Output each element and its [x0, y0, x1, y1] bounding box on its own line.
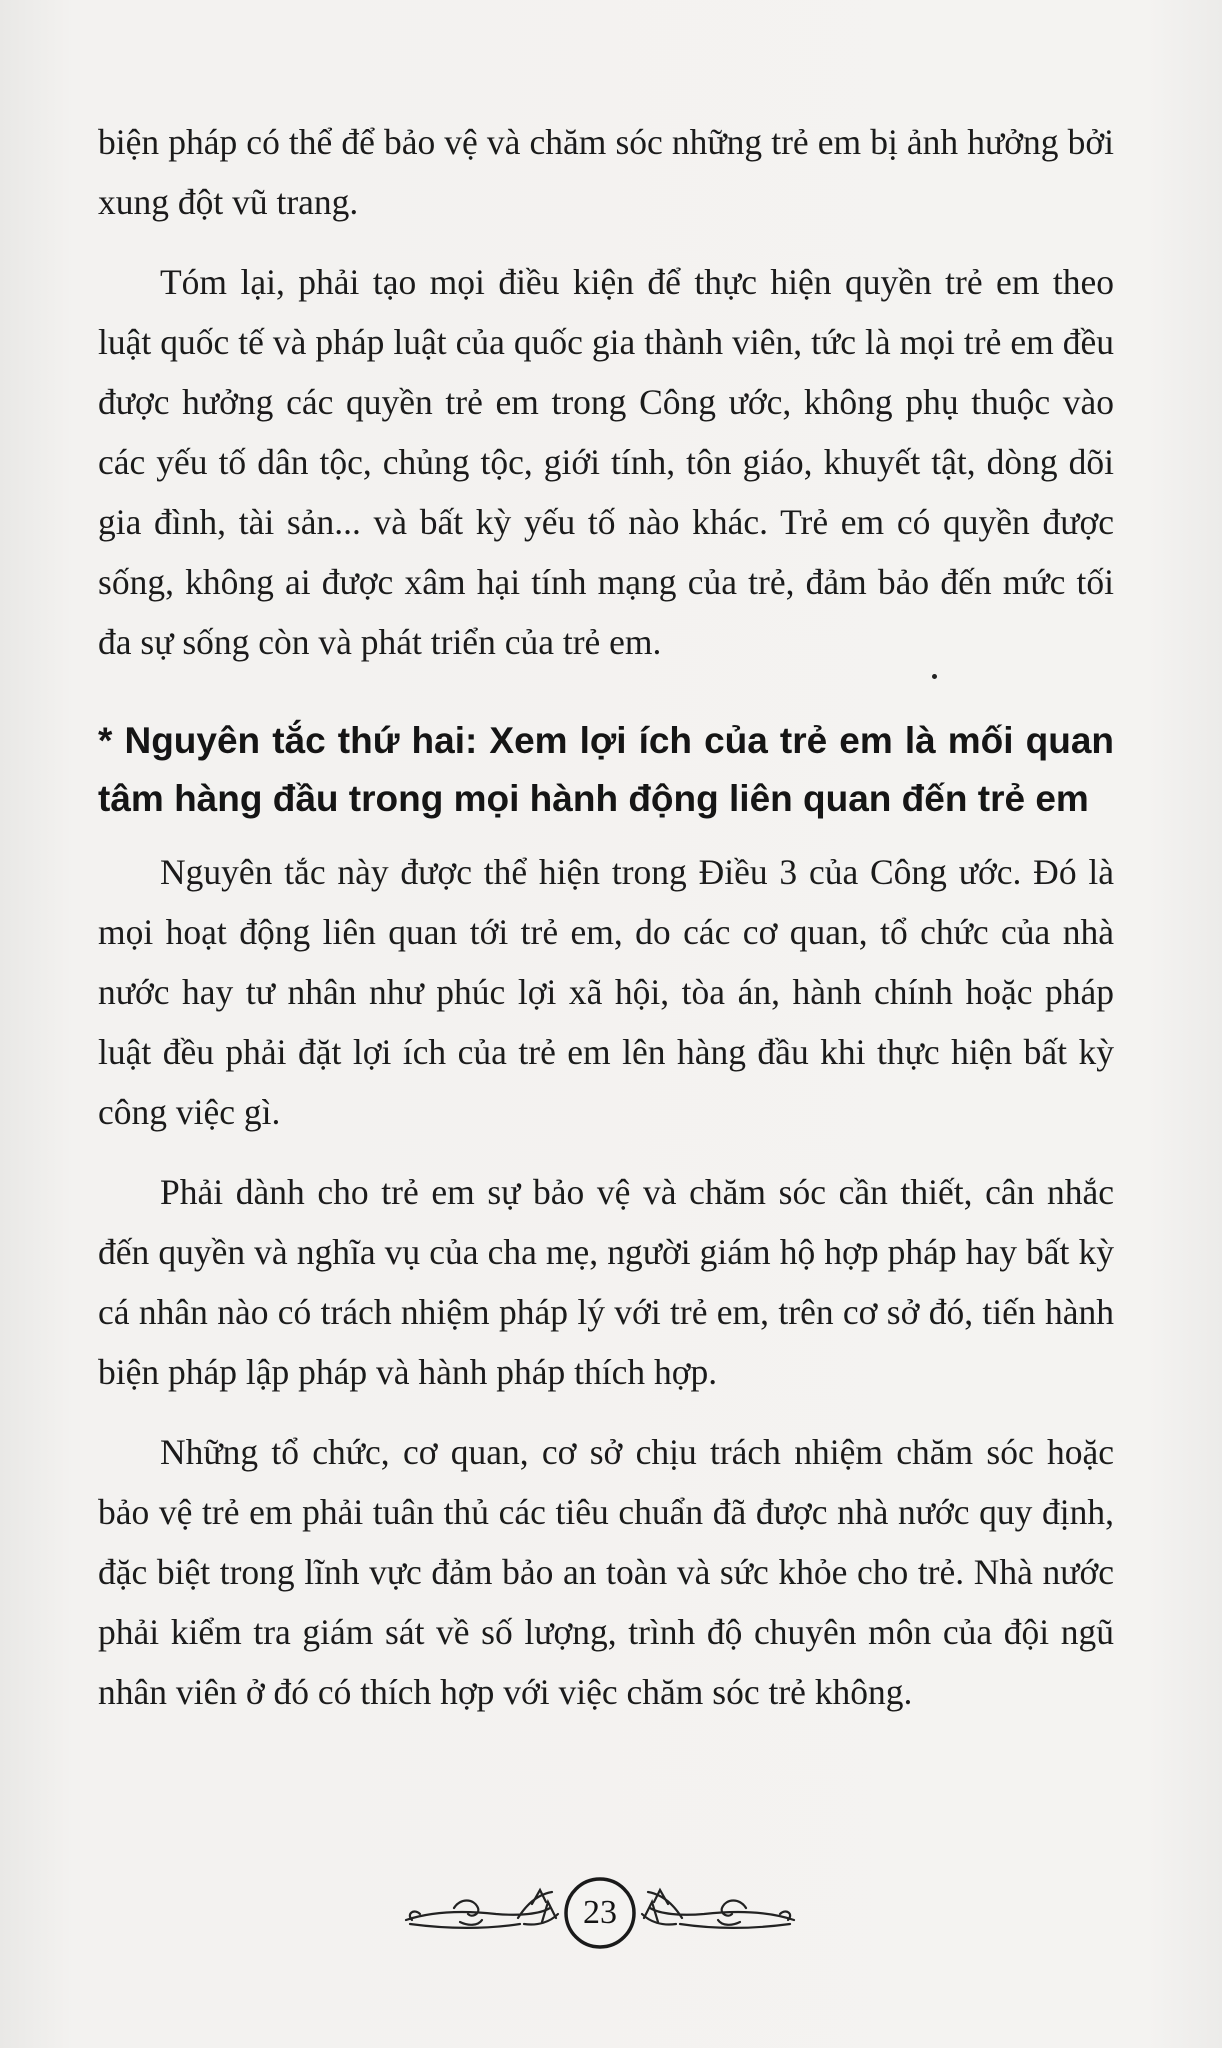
page-content [98, 112, 1114, 1722]
paragraph-continued: biện pháp có thể để bảo vệ và chăm sóc những trẻ em bị ảnh hưởng bởi xung đột vũ trang. [98, 122, 1114, 222]
paragraph-summary: Tóm lại, phải tạo mọi điều kiện để thực hiện quyền trẻ em theo luật quốc tế và pháp luật của quốc gia thành viên, tức là mọi trẻ em đều được hưởng các quyền trẻ em trong Công ước, không phụ thuộc vào các yếu tố dân tộc, chủng tộc, giới tính, tôn giáo, khuyết tật, dòng dõi gia đình, tài sản... và bất kỳ yếu tố nào khác. Trẻ em có quyền được sống, không ai được xâm hại tính mạng của trẻ, đảm bảo đến mức tối đa sự sống còn và phát triển của trẻ em. [98, 262, 1114, 662]
stray-dot [932, 674, 937, 679]
section-heading: * Nguyên tắc thứ hai: Xem lợi ích của trẻ em là mối quan tâm hàng đầu trong mọi hành động liên quan đến trẻ em [98, 720, 1114, 819]
page-number: 23 [583, 1894, 617, 1931]
paragraph-principle: Nguyên tắc này được thể hiện trong Điều 3 của Công ước. Đó là mọi hoạt động liên quan tới trẻ em, do các cơ quan, tổ chức của nhà nước hay tư nhân như phúc lợi xã hội, tòa án, hành chính hoặc pháp luật đều phải đặt lợi ích của trẻ em lên hàng đầu khi thực hiện bất kỳ công việc gì. [98, 852, 1114, 1132]
paragraph-standards: Những tổ chức, cơ quan, cơ sở chịu trách nhiệm chăm sóc hoặc bảo vệ trẻ em phải tuân thủ các tiêu chuẩn đã được nhà nước quy định, đặc biệt trong lĩnh vực đảm bảo an toàn và sức khỏe cho trẻ. Nhà nước phải kiểm tra giám sát về số lượng, trình độ chuyên môn của đội ngũ nhân viên ở đó có thích hợp với việc chăm sóc trẻ không. [98, 1432, 1114, 1712]
page-footer [400, 1858, 800, 1968]
paragraph-protection: Phải dành cho trẻ em sự bảo vệ và chăm sóc cần thiết, cân nhắc đến quyền và nghĩa vụ của cha mẹ, người giám hộ hợp pháp hay bất kỳ cá nhân nào có trách nhiệm pháp lý với trẻ em, trên cơ sở đó, tiến hành biện pháp lập pháp và hành pháp thích hợp. [98, 1172, 1114, 1392]
